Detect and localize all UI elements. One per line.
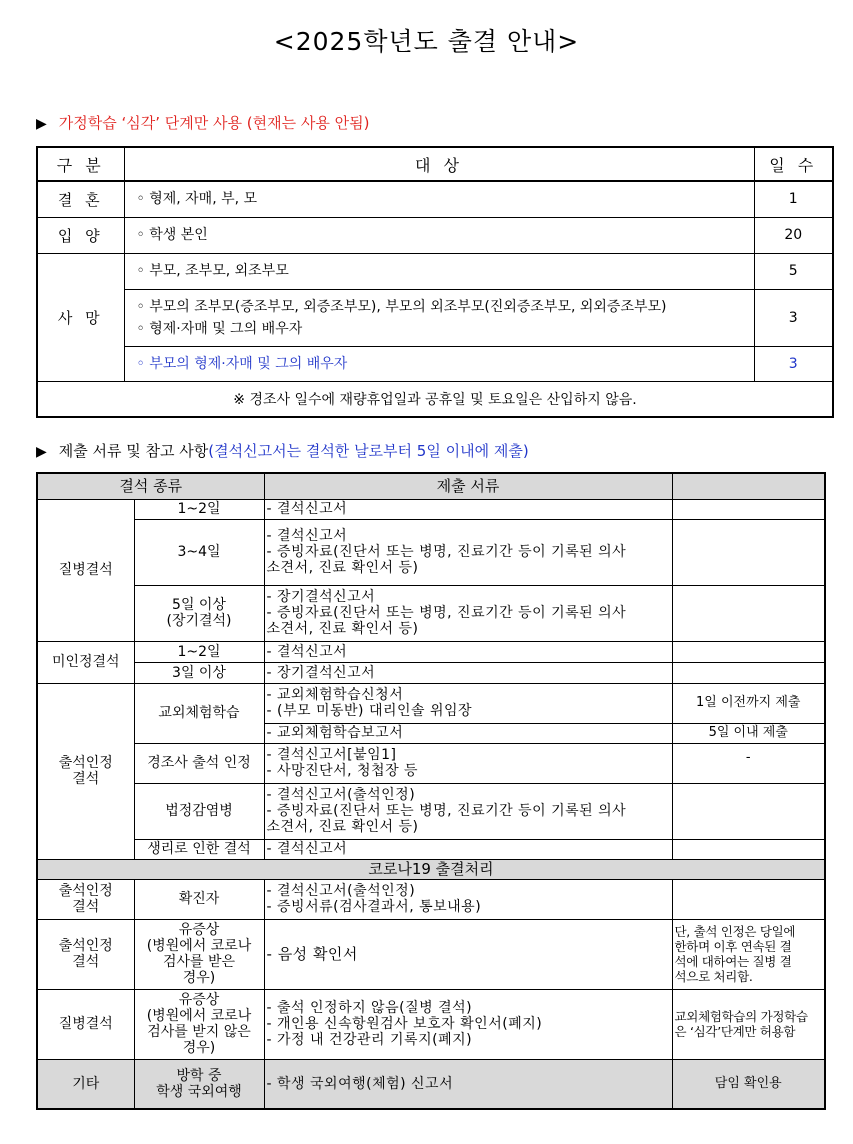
covid-tested-sub: 유증상 (병원에서 코로나 검사를 받은 경우) [134, 919, 264, 989]
leave-days-table [36, 146, 834, 418]
adoption-days: 20 [754, 217, 833, 253]
field-trip-report: - 교외체험학습보고서 [264, 723, 672, 743]
family-event-remark: - [672, 743, 825, 783]
page-title: <2025학년도 출결 안내> [273, 27, 580, 56]
illness-label: 질병결석 [37, 499, 134, 641]
death-days-1: 5 [754, 253, 833, 289]
field-trip-sub: 교외체험학습 [134, 683, 264, 743]
arrow-right-icon: ▶ [36, 116, 47, 132]
menstrual-sub: 생리로 인한 결석 [134, 839, 264, 859]
field-trip-docs: - 교외체험학습신청서 - (부모 미동반) 대리인솔 위임장 [264, 683, 672, 723]
remark-cell [672, 662, 825, 683]
remark-cell [672, 783, 825, 839]
illness-sub-1: 1~2일 [134, 499, 264, 519]
death-days-3: 3 [754, 346, 833, 381]
covid-untested-label: 질병결석 [37, 989, 134, 1059]
header-days: 일 수 [754, 147, 833, 181]
illness-doc-3: - 장기결석신고서 - 증빙자료(진단서 또는 병명, 진료기간 등이 기록된 의사 소견서, 진료 확인서 등) [264, 585, 672, 641]
illness-sub-2: 3~4일 [134, 519, 264, 585]
remark-cell [672, 641, 825, 662]
other-doc: - 학생 국외여행(체험) 신고서 [264, 1059, 672, 1109]
section2-heading [36, 440, 529, 461]
family-event-docs: - 결석신고서[붙임1] - 사망진단서, 청첩장 등 [264, 743, 672, 783]
unauthorized-sub-2: 3일 이상 [134, 662, 264, 683]
header-target: 대 상 [124, 147, 754, 181]
menstrual-doc: - 결석신고서 [264, 839, 672, 859]
header-absence-type: 결석 종류 [37, 473, 264, 499]
adoption-target: ◦ 학생 본인 [124, 217, 754, 253]
attendance-label: 출석인정 결석 [37, 683, 134, 859]
remark-cell [672, 499, 825, 519]
arrow-right-icon: ▶ [36, 444, 47, 460]
covid-untested-sub: 유증상 (병원에서 코로나 검사를 받지 않은 경우) [134, 989, 264, 1059]
covid-tested-remark: 단, 출석 인정은 당일에 한하며 이후 연속된 결 석에 대하여는 질병 결 석으로 처리함. [672, 919, 825, 989]
marriage-days: 1 [754, 181, 833, 217]
section1-heading-text: 가정학습 ‘심각’ 단계만 사용 (현재는 사용 안됨) [58, 114, 370, 132]
illness-doc-1: - 결석신고서 [264, 499, 672, 519]
other-label: 기타 [37, 1059, 134, 1109]
remark-cell [672, 519, 825, 585]
illness-sub-3: 5일 이상 (장기결석) [134, 585, 264, 641]
death-days-2: 3 [754, 289, 833, 346]
death-label: 사 망 [37, 253, 124, 381]
covid-confirmed-label: 출석인정 결석 [37, 879, 134, 919]
marriage-label: 결 혼 [37, 181, 124, 217]
table1-note: ※ 경조사 일수에 재량휴업일과 공휴일 및 토요일은 산입하지 않음. [37, 381, 833, 417]
remark-cell [672, 879, 825, 919]
illness-doc-2: - 결석신고서 - 증빙자료(진단서 또는 병명, 진료기간 등이 기록된 의사 소견서, 진료 확인서 등) [264, 519, 672, 585]
death-target-2: ◦ 부모의 조부모(증조부모, 외증조부모), 부모의 외조부모(진외증조부모, 외외증조부모) ◦ 형제·자매 및 그의 배우자 [124, 289, 754, 346]
infectious-sub: 법정감염병 [134, 783, 264, 839]
death-target-3: ◦ 부모의 형제·자매 및 그의 배우자 [124, 346, 754, 381]
other-remark: 담임 확인용 [672, 1059, 825, 1109]
unauthorized-label: 미인정결석 [37, 641, 134, 683]
section2-heading-note: (결석신고서는 결석한 날로부터 5일 이내에 제출) [208, 442, 529, 460]
covid-tested-doc: - 음성 확인서 [264, 919, 672, 989]
infectious-docs: - 결석신고서(출석인정) - 증빙자료(진단서 또는 병명, 진료기간 등이 기록된 의사 소견서, 진료 확인서 등) [264, 783, 672, 839]
remark-cell [672, 585, 825, 641]
covid-tested-label: 출석인정 결석 [37, 919, 134, 989]
header-documents: 제출 서류 [264, 473, 672, 499]
unauthorized-doc-1: - 결석신고서 [264, 641, 672, 662]
other-sub: 방학 중 학생 국외여행 [134, 1059, 264, 1109]
covid-confirmed-docs: - 결석신고서(출석인정) - 증빙서류(검사결과서, 통보내용) [264, 879, 672, 919]
marriage-target: ◦ 형제, 자매, 부, 모 [124, 181, 754, 217]
covid-header: 코로나19 출결처리 [37, 859, 825, 879]
field-trip-remark-2: 5일 이내 제출 [672, 723, 825, 743]
death-target-1: ◦ 부모, 조부모, 외조부모 [124, 253, 754, 289]
covid-confirmed-sub: 확진자 [134, 879, 264, 919]
covid-untested-remark: 교외체험학습의 가정학습 은 ‘심각’단계만 허용함 [672, 989, 825, 1059]
header-category: 구 분 [37, 147, 124, 181]
section1-heading [36, 112, 369, 133]
family-event-sub: 경조사 출석 인정 [134, 743, 264, 783]
covid-untested-docs: - 출석 인정하지 않음(질병 결석) - 개인용 신속항원검사 보호자 확인서(폐지) - 가정 내 건강관리 기록지(폐지) [264, 989, 672, 1059]
adoption-label: 입 양 [37, 217, 124, 253]
documents-table [36, 472, 826, 1110]
header-remarks [672, 473, 825, 499]
unauthorized-sub-1: 1~2일 [134, 641, 264, 662]
field-trip-remark-1: 1일 이전까지 제출 [672, 683, 825, 723]
remark-cell [672, 839, 825, 859]
section2-heading-text: 제출 서류 및 참고 사항 [58, 442, 209, 460]
unauthorized-doc-2: - 장기결석신고서 [264, 662, 672, 683]
